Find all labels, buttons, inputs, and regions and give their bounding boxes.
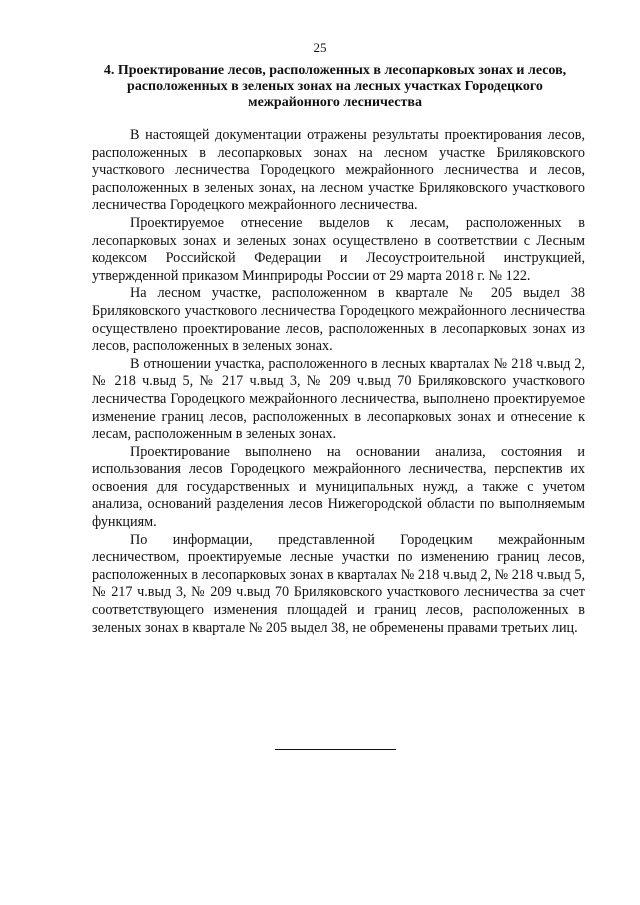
document-body xyxy=(92,127,585,637)
paragraph: В отношении участка, расположенного в лесных кварталах № 218 ч.выд 2, № 218 ч.выд 5, № 217 ч.выд 3, № 209 ч.выд 70 Бриляковского участкового лесничества Городецкого межрайонного лесничества, выполнено проектируемое изменение границ лесов, расположенных в лесопарковых зонах и отнесение к лесам, расположенным в зеленых зонах. xyxy=(92,355,585,443)
section-title: 4. Проектирование лесов, расположенных в лесопарковых зонах и лесов, расположенных в зеленых зонах на лесных участках Городецкого межрайонного лесничества xyxy=(103,63,567,110)
paragraph: Проектирование выполнено на основании анализа, состояния и использования лесов Городецкого межрайонного лесничества, перспектив их освоения для государственных и муниципальных нужд, а также с учетом анализа, оснований разделения лесов Нижегородской области по выполняемым функциям. xyxy=(92,443,585,531)
page-number: 25 xyxy=(313,40,327,55)
paragraph: Проектируемое отнесение выделов к лесам, расположенных в лесопарковых зонах и зеленых зонах осуществлено в соответствии с Лесным кодексом Российской Федерации и Лесоустроительной инструкцией, утвержденной приказом Минприроды России от 29 марта 2018 г. № 122. xyxy=(92,214,585,284)
paragraph: В настоящей документации отражены результаты проектирования лесов, расположенных в лесопарковых зонах на лесном участке Бриляковского участкового лесничества Городецкого межрайонного лесничества и лесов, расположенных в зеленых зонах, на лесном участке Бриляковского участкового лесничества Городецкого межрайонного лесничества. xyxy=(92,127,585,214)
end-divider-line xyxy=(275,749,396,750)
paragraph: На лесном участке, расположенном в квартале № 205 выдел 38 Бриляковского участкового лесничества Городецкого межрайонного лесничества осуществлено проектирование лесов, расположенных в лесопарковых зонах из лесов, расположенных в зеленых зонах. xyxy=(92,285,585,355)
paragraph: По информации, представленной Городецким межрайонным лесничеством, проектируемые лесные участки по изменению границ лесов, расположенных в лесопарковых зонах в кварталах № 218 ч.выд 2, № 218 ч.выд 5, № 217 ч.выд 3, № 209 ч.выд 70 Бриляковского участкового лесничества за счет соответствующего изменения площадей и границ лесов, расположенных в зеленых зонах в квартале № 205 выдел 38, не обременены правами третьих лиц. xyxy=(92,531,585,636)
